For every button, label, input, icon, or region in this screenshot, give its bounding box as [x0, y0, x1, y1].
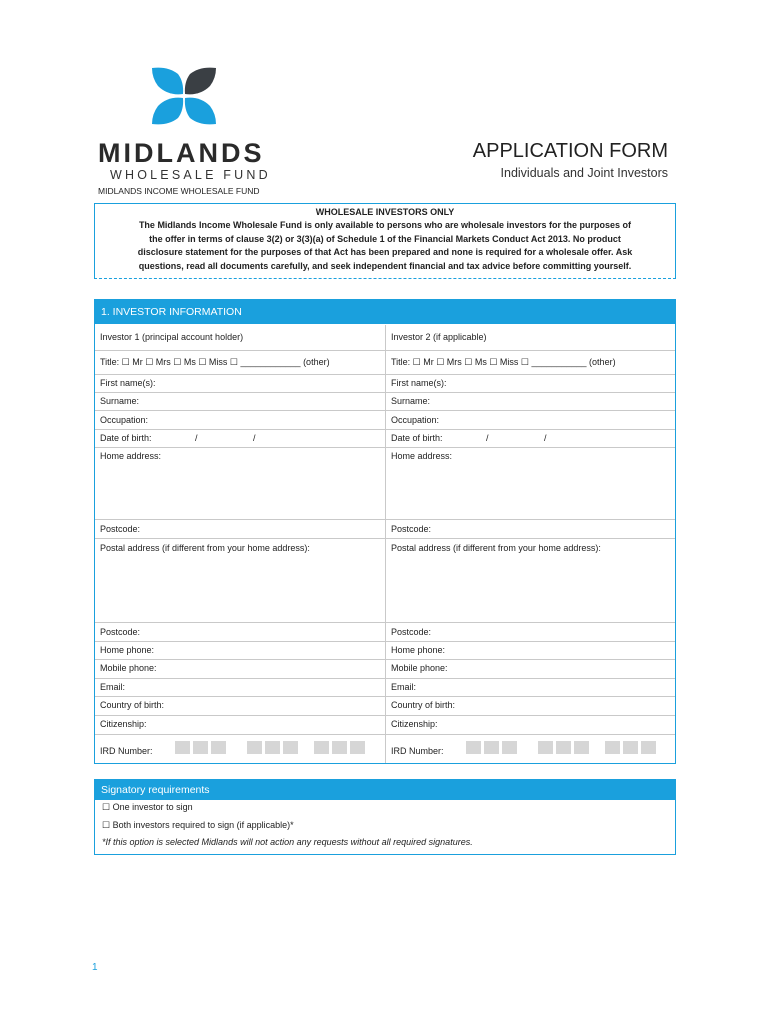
investor1-country-of-birth-field[interactable]: Country of birth:: [100, 700, 165, 710]
form-subtitle: Individuals and Joint Investors: [500, 166, 668, 180]
notice-line: The Midlands Income Wholesale Fund is only available to persons who are wholesale investors for the purposes of: [138, 220, 632, 230]
title-row: [95, 350, 675, 374]
dob-row: [95, 429, 675, 447]
investor1-email-field[interactable]: Email:: [100, 682, 126, 692]
investor1-occupation-field[interactable]: Occupation:: [100, 415, 149, 425]
ird-digit-box[interactable]: [350, 741, 365, 754]
ird-digit-box[interactable]: [641, 741, 656, 754]
investor1-first-names-field[interactable]: First name(s):: [100, 378, 156, 388]
form-title: APPLICATION FORM: [472, 140, 668, 162]
home-phone-row: [95, 641, 675, 659]
investor1-postal-address-field[interactable]: Postal address (if different from your home address):: [100, 543, 310, 553]
investor1-postcode-field[interactable]: Postcode:: [100, 524, 141, 534]
wholesale-notice: [94, 203, 676, 279]
brand-name: MIDLANDS: [98, 138, 265, 168]
signatory-header: Signatory requirements: [95, 780, 675, 800]
ird-digit-box[interactable]: [332, 741, 347, 754]
both-investors-checkbox[interactable]: ☐ Both investors required to sign (if applicable)*: [102, 820, 294, 830]
investor2-home-phone-field[interactable]: Home phone:: [385, 642, 675, 659]
ird-digit-box[interactable]: [247, 741, 262, 754]
ird-digit-box[interactable]: [502, 741, 517, 754]
section-header: 1. INVESTOR INFORMATION: [95, 300, 675, 324]
home-address-row: [95, 447, 675, 519]
ird-digit-box[interactable]: [484, 741, 499, 754]
investor1-mobile-phone-field[interactable]: Mobile phone:: [100, 663, 157, 673]
investor-information-section: [94, 299, 676, 764]
ird-digit-box[interactable]: [574, 741, 589, 754]
signatory-note: *If this option is selected Midlands will not action any requests without all required signatures.: [102, 837, 473, 847]
mobile-phone-row: [95, 659, 675, 678]
ird-digit-box[interactable]: [605, 741, 620, 754]
investor1-citizenship-field[interactable]: Citizenship:: [100, 719, 147, 729]
one-investor-checkbox[interactable]: ☐ One investor to sign: [102, 802, 193, 812]
country-of-birth-row: [95, 696, 675, 715]
investor1-label: Investor 1 (principal account holder): [100, 332, 244, 342]
citizenship-row: [95, 715, 675, 734]
email-row: [95, 678, 675, 696]
surname-row: [95, 392, 675, 410]
investor2-postcode-field[interactable]: Postcode:: [385, 520, 675, 538]
page-number: 1: [92, 962, 98, 973]
investor2-occupation-field[interactable]: Occupation:: [385, 411, 675, 429]
investor2-title-field[interactable]: Title: ☐ Mr ☐ Mrs ☐ Ms ☐ Miss ☐ ___________ (other): [385, 351, 675, 374]
first-names-row: [95, 374, 675, 392]
notice-title: WHOLESALE INVESTORS ONLY: [315, 207, 455, 217]
postal-address-row: [95, 538, 675, 622]
ird-digit-box[interactable]: [175, 741, 190, 754]
notice-line: questions, read all documents carefully, and seek independent financial and tax advice before committing yourself.: [138, 260, 632, 271]
ird-digit-box[interactable]: [556, 741, 571, 754]
ird-digit-box[interactable]: [283, 741, 298, 754]
signatory-section: [94, 779, 676, 855]
investor2-email-field[interactable]: Email:: [385, 679, 675, 696]
ird-digit-box[interactable]: [623, 741, 638, 754]
ird-digit-box[interactable]: [265, 741, 280, 754]
notice-line: the offer in terms of clause 3(2) or 3(3)(a) of Schedule 1 of the Financial Markets Conduct Act 2013. No product: [149, 233, 621, 244]
investor1-dob-field[interactable]: Date of birth: / /: [100, 433, 256, 443]
investor2-ird-field: IRD Number:: [385, 735, 675, 763]
ird-digit-box[interactable]: [538, 741, 553, 754]
investor2-country-of-birth-field[interactable]: Country of birth:: [385, 697, 675, 715]
ird-digit-box[interactable]: [193, 741, 208, 754]
investor2-dob-field[interactable]: Date of birth: / /: [385, 430, 675, 447]
midlands-logo: [150, 66, 218, 126]
investor1-home-address-field[interactable]: Home address:: [100, 451, 162, 461]
investor1-postal-postcode-field[interactable]: Postcode:: [100, 627, 141, 637]
investor2-mobile-phone-field[interactable]: Mobile phone:: [385, 660, 675, 678]
investor1-title-field[interactable]: Title: ☐ Mr ☐ Mrs ☐ Ms ☐ Miss ☐ ____________ (other): [100, 357, 330, 367]
investor2-postal-postcode-field[interactable]: Postcode:: [385, 623, 675, 641]
brand-subtitle: WHOLESALE FUND: [110, 168, 271, 182]
investor2-label: Investor 2 (if applicable): [385, 325, 675, 350]
ird-digit-box[interactable]: [466, 741, 481, 754]
ird-digit-box[interactable]: [211, 741, 226, 754]
notice-line: disclosure statement for the purposes of that Act has been prepared and none is required for a wholesale offer. Ask: [137, 247, 633, 257]
investor2-surname-field[interactable]: Surname:: [385, 393, 675, 410]
ird-digit-box[interactable]: [314, 741, 329, 754]
investor1-home-phone-field[interactable]: Home phone:: [100, 645, 155, 655]
postcode-row: [95, 519, 675, 538]
ird-row: [95, 734, 675, 763]
investor2-postal-address-field[interactable]: Postal address (if different from your home address):: [385, 539, 675, 622]
investor2-home-address-field[interactable]: Home address:: [385, 448, 675, 519]
notice-text: [95, 217, 675, 273]
investor1-surname-field[interactable]: Surname:: [100, 396, 140, 406]
postal-postcode-row: [95, 622, 675, 641]
investor2-first-names-field[interactable]: First name(s):: [385, 375, 675, 392]
investor2-citizenship-field[interactable]: Citizenship:: [385, 716, 675, 734]
investor1-ird-field: IRD Number:: [95, 735, 385, 763]
investor-header-row: [95, 325, 675, 350]
occupation-row: [95, 410, 675, 429]
fund-name: MIDLANDS INCOME WHOLESALE FUND: [98, 186, 260, 196]
